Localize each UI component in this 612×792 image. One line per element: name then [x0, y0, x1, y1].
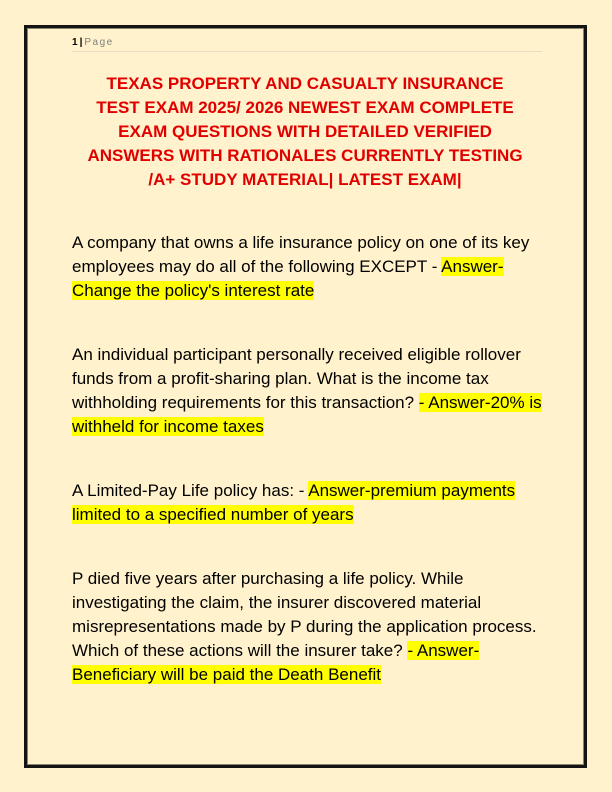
answer-text: Answer-Change the policy's interest rate — [72, 257, 504, 300]
page-header — [72, 36, 542, 52]
answer-text: - Answer-Beneficiary will be paid the Death Benefit — [72, 641, 480, 684]
question-text: A company that owns a life insurance policy on one of its key employees may do all of the following EXCEPT - — [72, 233, 530, 276]
page-separator: | — [79, 37, 83, 48]
qa-item — [72, 567, 542, 687]
answer-text: - Answer-20% is withheld for income taxes — [72, 393, 542, 436]
qa-item — [72, 479, 542, 527]
question-text: An individual participant personally received eligible rollover funds from a profit-sharing plan. What is the income tax withholding requirements for this transaction? — [72, 345, 521, 412]
title-line: TEST EXAM 2025/ 2026 NEWEST EXAM COMPLETE — [96, 98, 514, 117]
answer-text: Answer-premium payments limited to a specified number of years — [72, 481, 516, 524]
document-title — [60, 72, 550, 192]
title-line: TEXAS PROPERTY AND CASUALTY INSURANCE — [106, 74, 504, 93]
qa-item — [72, 343, 542, 439]
qa-item — [72, 231, 542, 303]
page-number: 1 — [72, 37, 78, 48]
title-line: EXAM QUESTIONS WITH DETAILED VERIFIED — [118, 122, 492, 141]
title-line: ANSWERS WITH RATIONALES CURRENTLY TESTING — [87, 146, 523, 165]
question-text: A Limited-Pay Life policy has: - — [72, 481, 309, 500]
title-line: /A+ STUDY MATERIAL| LATEST EXAM| — [148, 170, 462, 189]
page-label: Page — [84, 37, 114, 48]
question-text: P died five years after purchasing a life policy. While investigating the claim, the insurer discovered material misrepresentations made by P during the application process. Which of these actions will the insurer take? — [72, 569, 537, 660]
